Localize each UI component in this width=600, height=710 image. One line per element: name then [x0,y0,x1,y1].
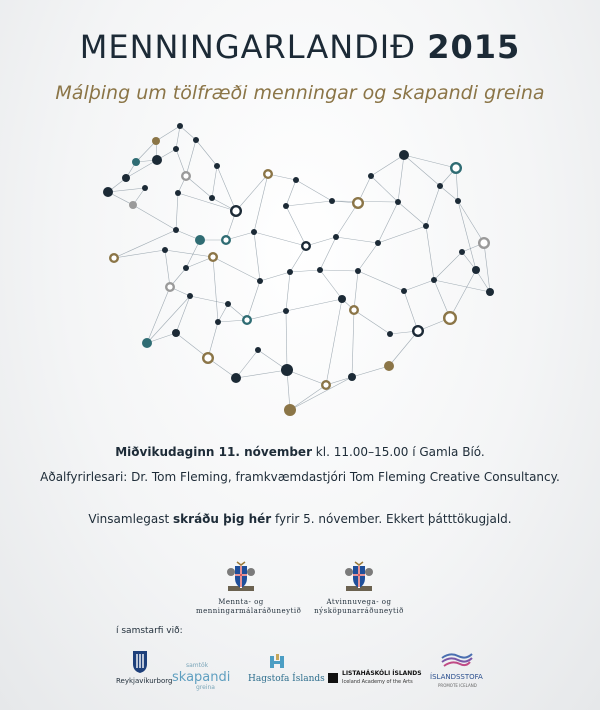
register-pre: Vinsamlegast [88,512,174,526]
network-edge [398,202,426,226]
network-node [187,293,193,299]
network-node [231,373,241,383]
network-node [455,198,461,204]
network-node [413,326,423,336]
network-edge [290,270,320,272]
network-edge [156,126,180,141]
network-node [368,173,374,179]
network-edge [352,366,389,377]
network-edge [126,160,157,178]
ministry-1-line1: Mennta- og [218,598,264,606]
title-main: MENNINGARLANDIÐ [79,28,417,66]
network-node [110,254,118,262]
partner-hagstofa: Hagstofa Íslands [248,674,325,684]
coat-of-arms-icon [226,560,256,594]
network-edge [440,186,458,201]
network-edge [287,370,290,410]
network-node [182,172,190,180]
network-node [486,288,494,296]
network-edge [114,230,176,258]
coat-of-arms-icon [344,560,374,594]
network-edge [190,296,228,304]
network-node [333,234,339,240]
network-edge [217,166,236,211]
network-node [322,381,330,389]
network-edge [398,155,404,202]
network-edge [286,311,287,370]
network-edge [371,155,404,176]
network-edge [133,205,176,230]
network-edge [286,180,296,206]
network-node [193,137,199,143]
network-edge [290,385,326,410]
network-edge [404,280,434,291]
network-edge [426,186,440,226]
network-edge [358,243,378,271]
network-node [231,206,241,216]
network-edge [213,257,218,322]
network-node [283,203,289,209]
network-node [195,235,205,245]
network-node [142,185,148,191]
network-node [479,238,489,248]
network-node [209,253,217,261]
network-edge [296,180,332,201]
network-node [387,331,393,337]
network-node [338,295,346,303]
network-node [317,267,323,273]
network-node [175,190,181,196]
network-node [423,223,429,229]
network-edge [404,291,418,331]
network-node [177,123,183,129]
poster-subtitle: Málþing um tölfræði menningar og skapandi greina [55,82,545,104]
islandsstofa-logo-icon [440,650,474,670]
event-registration [0,512,600,526]
event-speaker: Aðalfyrirlesari: Dr. Tom Fleming, framkvæmdastjóri Tom Fleming Creative Consultancy. [40,470,560,484]
network-edge [450,270,476,318]
network-node [472,266,480,274]
network-edge [236,370,287,378]
network-edge [254,174,268,232]
network-edge [286,206,306,246]
network-node [287,269,293,275]
network-edge [254,232,306,246]
network-node [348,373,356,381]
register-post: fyrir 5. nóvember. Ekkert þátttökugjald. [271,512,512,526]
event-date: Miðvikudaginn 11. nóvember [115,445,312,459]
network-node [459,249,465,255]
event-time-place: kl. 11.00–15.00 í Gamla Bíó. [311,445,485,459]
ministry-education-culture [196,598,302,616]
partners-label: í samstarfi við: [116,626,183,636]
network-edge [236,350,258,378]
register-link[interactable]: skráðu þig hér [173,512,272,526]
network-node [431,277,437,283]
network-edge [247,281,260,320]
network-node [329,198,335,204]
network-edge [180,126,196,140]
network-edge [286,272,290,311]
ministry-2-line2: nýsköpunarráðuneytið [314,607,404,615]
network-node [215,319,221,325]
network-node [225,301,231,307]
network-node [162,247,168,253]
network-node [444,312,456,324]
network-edge [147,287,170,343]
network-node [257,278,263,284]
network-node [209,195,215,201]
network-node [152,137,160,145]
title-year: 2015 [427,28,521,66]
network-node [355,268,361,274]
network-edge [354,310,390,334]
network-node [152,155,162,165]
ministry-1-line2: menningarmálaráðuneytið [196,607,302,615]
network-edge [484,243,490,292]
partner-reykjavikurborg: Reykjavíkurborg [116,677,173,685]
network-node [122,174,130,182]
network-node [281,364,293,376]
network-node [132,158,140,166]
network-edge [186,176,212,198]
partner-skapandi-2: skapandi [172,670,231,685]
network-node [283,308,289,314]
reykjavik-shield-icon [132,650,148,674]
network-node [251,229,257,235]
network-node [401,288,407,294]
network-node [183,265,189,271]
network-edge [218,304,228,322]
partner-islandsstofa: ÍSLANDSSTOFA [430,673,483,681]
network-node [142,338,152,348]
network-edge [286,201,332,206]
network-edge [426,226,434,280]
network-node [166,283,174,291]
partner-skapandi-1: samtök [186,662,209,669]
network-edge [358,271,404,291]
network-node [353,198,363,208]
network-edge [290,377,352,410]
network-edge [336,203,358,237]
partner-listahaskoli-en: Iceland Academy of the Arts [342,679,413,685]
network-edge [354,271,358,310]
partner-islandsstofa-en: PROMOTE ICELAND [438,683,477,688]
ministry-2-line1: Atvinnuvega- og [326,598,392,606]
network-node [222,236,230,244]
network-edge [178,193,236,211]
network-node [172,329,180,337]
partner-listahaskoli: LISTAHÁSKÓLI ÍSLANDS [342,670,422,677]
network-node [384,361,394,371]
network-edge [389,331,418,366]
network-node [243,316,251,324]
ministry-industries-innovation [314,598,404,616]
network-edge [434,280,490,292]
network-edge [371,176,398,202]
network-node [399,150,409,160]
network-edge [165,250,170,287]
network-node [173,146,179,152]
network-edge [254,232,260,281]
network-edge [147,296,190,343]
network-edge [286,299,342,311]
network-node [395,199,401,205]
network-edge [352,310,354,377]
event-date-line [0,445,600,459]
network-edge [458,201,476,270]
network-node [203,353,213,363]
network-node [375,240,381,246]
network-node [451,163,461,173]
network-edge [114,250,165,258]
network-edge [434,252,462,280]
network-edge [320,270,342,299]
network-edge [186,140,196,176]
network-edge [176,296,190,333]
network-edge [320,270,358,271]
network-node [264,170,272,178]
network-node [214,163,220,169]
network-node [129,201,137,209]
network-edge [247,311,286,320]
network-edge [108,188,145,192]
network-edge [236,174,268,211]
network-edge [458,201,484,243]
hagstofa-logo-icon [268,654,288,670]
network-edge [260,272,290,281]
network-node [302,242,310,250]
network-edge [326,299,342,385]
network-node [255,347,261,353]
network-edge [176,126,180,149]
listahaskoli-logo-icon [328,673,338,683]
network-edge [320,237,336,270]
network-edge [213,257,260,281]
network-edge [196,140,217,166]
network-edge [176,193,178,230]
network-edge [165,250,213,257]
network-node [173,227,179,233]
network-node [284,404,296,416]
network-node [350,306,358,314]
partner-skapandi-3: greina [196,684,215,691]
network-edge [287,370,326,385]
network-node [293,177,299,183]
network-edge [212,166,217,198]
network-node [103,187,113,197]
network-node [437,183,443,189]
network-edge [336,237,378,243]
network-edge [176,333,208,358]
